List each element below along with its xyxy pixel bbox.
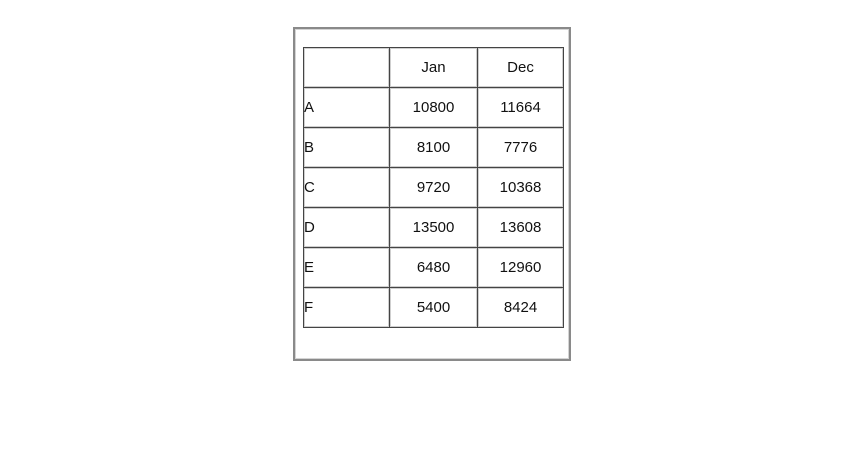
data-table — [303, 47, 564, 328]
table-row — [304, 168, 564, 208]
row-label: A — [304, 88, 390, 128]
cell-dec: 11664 — [478, 88, 564, 128]
column-header-dec: Dec — [478, 48, 564, 88]
table-row — [304, 128, 564, 168]
cell-jan: 10800 — [390, 88, 478, 128]
cell-jan: 13500 — [390, 208, 478, 248]
table-row — [304, 288, 564, 328]
row-label: F — [304, 288, 390, 328]
cell-jan: 8100 — [390, 128, 478, 168]
header-row — [304, 48, 564, 88]
table-row — [304, 208, 564, 248]
row-label: C — [304, 168, 390, 208]
cell-dec: 10368 — [478, 168, 564, 208]
cell-dec: 12960 — [478, 248, 564, 288]
cell-dec: 8424 — [478, 288, 564, 328]
table-row — [304, 88, 564, 128]
row-label: E — [304, 248, 390, 288]
cell-jan: 9720 — [390, 168, 478, 208]
row-label: D — [304, 208, 390, 248]
cell-dec: 7776 — [478, 128, 564, 168]
column-header-jan: Jan — [390, 48, 478, 88]
cell-dec: 13608 — [478, 208, 564, 248]
table-body — [304, 48, 564, 328]
cell-jan: 6480 — [390, 248, 478, 288]
corner-cell — [304, 48, 390, 88]
row-label: B — [304, 128, 390, 168]
cell-jan: 5400 — [390, 288, 478, 328]
table-frame — [293, 27, 571, 361]
table-row — [304, 248, 564, 288]
